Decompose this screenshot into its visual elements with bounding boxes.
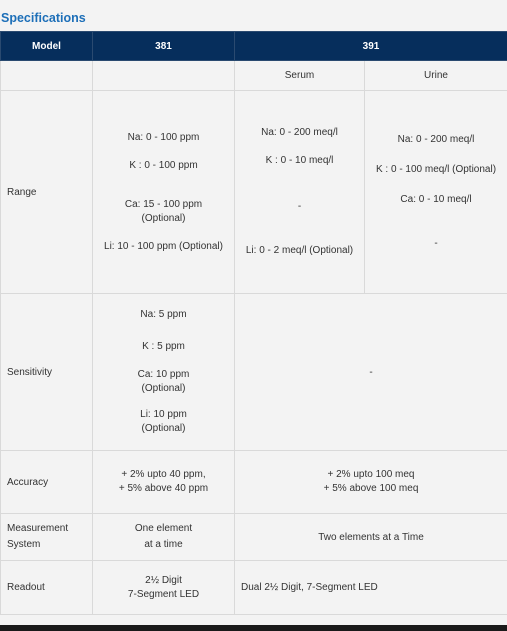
page-title: Specifications [1,11,86,25]
range-serum-k: K : 0 - 10 meq/l [265,155,334,166]
readout-381-line2: 7-Segment LED [127,588,200,600]
accuracy-381-line1: + 2% upto 40 ppm, [121,469,206,480]
sensitivity-381-ca: Ca: 10 ppm [137,369,190,380]
measurement-label-line2: System [7,539,41,550]
range-label: Range [1,91,93,294]
range-serum-li: Li: 0 - 2 meq/l (Optional) [245,245,354,256]
range-381-k: K : 0 - 100 ppm [129,159,198,171]
accuracy-391-line1: + 2% upto 100 meq [327,469,415,480]
subheader-381-empty [93,61,235,91]
measurement-381-cell [93,514,235,561]
range-urine-ca: Ca: 0 - 10 meq/l [400,194,472,205]
measurement-label-line1: Measurement [7,523,69,534]
accuracy-381-line2: + 5% above 40 ppm [118,483,209,494]
header-381: 381 [93,32,235,61]
readout-381-cell [93,561,235,615]
readout-391-cell: Dual 2½ Digit, 7-Segment LED [235,561,507,615]
range-urine-cell [365,91,507,294]
sensitivity-381-li-optional: (Optional) [141,423,186,434]
range-urine-na: Na: 0 - 200 meq/l [397,134,475,145]
readout-label: Readout [1,561,93,615]
readout-row [1,561,507,615]
accuracy-381-cell [93,451,235,514]
range-381-ca: Ca: 15 - 100 ppm [124,198,203,210]
subheader-serum: Serum [235,61,365,91]
sensitivity-381-na: Na: 5 ppm [140,309,187,320]
measurement-label-cell [1,514,93,561]
sensitivity-381-li: Li: 10 ppm [140,409,187,420]
measurement-391-cell: Two elements at a Time [235,514,507,561]
measurement-row [1,514,507,561]
range-serum-cell [235,91,365,294]
range-urine-k: K : 0 - 100 meq/l (Optional) [375,164,497,175]
sensitivity-row [1,294,507,451]
sensitivity-381-ca-optional: (Optional) [141,383,186,394]
subheader-row [1,61,507,91]
range-381-ca-optional: (Optional) [141,212,186,224]
subheader-urine: Urine [365,61,507,91]
accuracy-row [1,451,507,514]
specifications-table [0,31,507,615]
measurement-381-line1: One element [134,523,193,534]
range-381-na: Na: 0 - 100 ppm [127,131,200,143]
sensitivity-381-cell [93,294,235,451]
range-381-cell [93,91,235,294]
range-urine-li: - [434,238,438,249]
accuracy-label: Accuracy [1,451,93,514]
range-381-li: Li: 10 - 100 ppm (Optional) [104,240,223,252]
measurement-381-line2: at a time [144,539,183,550]
bottom-bar [0,625,507,631]
header-model: Model [1,32,93,61]
sensitivity-label: Sensitivity [1,294,93,451]
subheader-empty [1,61,93,91]
accuracy-391-line2: + 5% above 100 meq [323,483,419,494]
header-391: 391 [235,32,507,61]
range-serum-ca: - [297,201,302,212]
range-row [1,91,507,294]
sensitivity-381-k: K : 5 ppm [142,341,185,352]
header-row [1,32,507,61]
accuracy-391-cell [235,451,507,514]
readout-381-line1: 2½ Digit [145,574,182,586]
sensitivity-391-cell: - [235,294,507,451]
range-serum-na: Na: 0 - 200 meq/l [261,127,338,138]
